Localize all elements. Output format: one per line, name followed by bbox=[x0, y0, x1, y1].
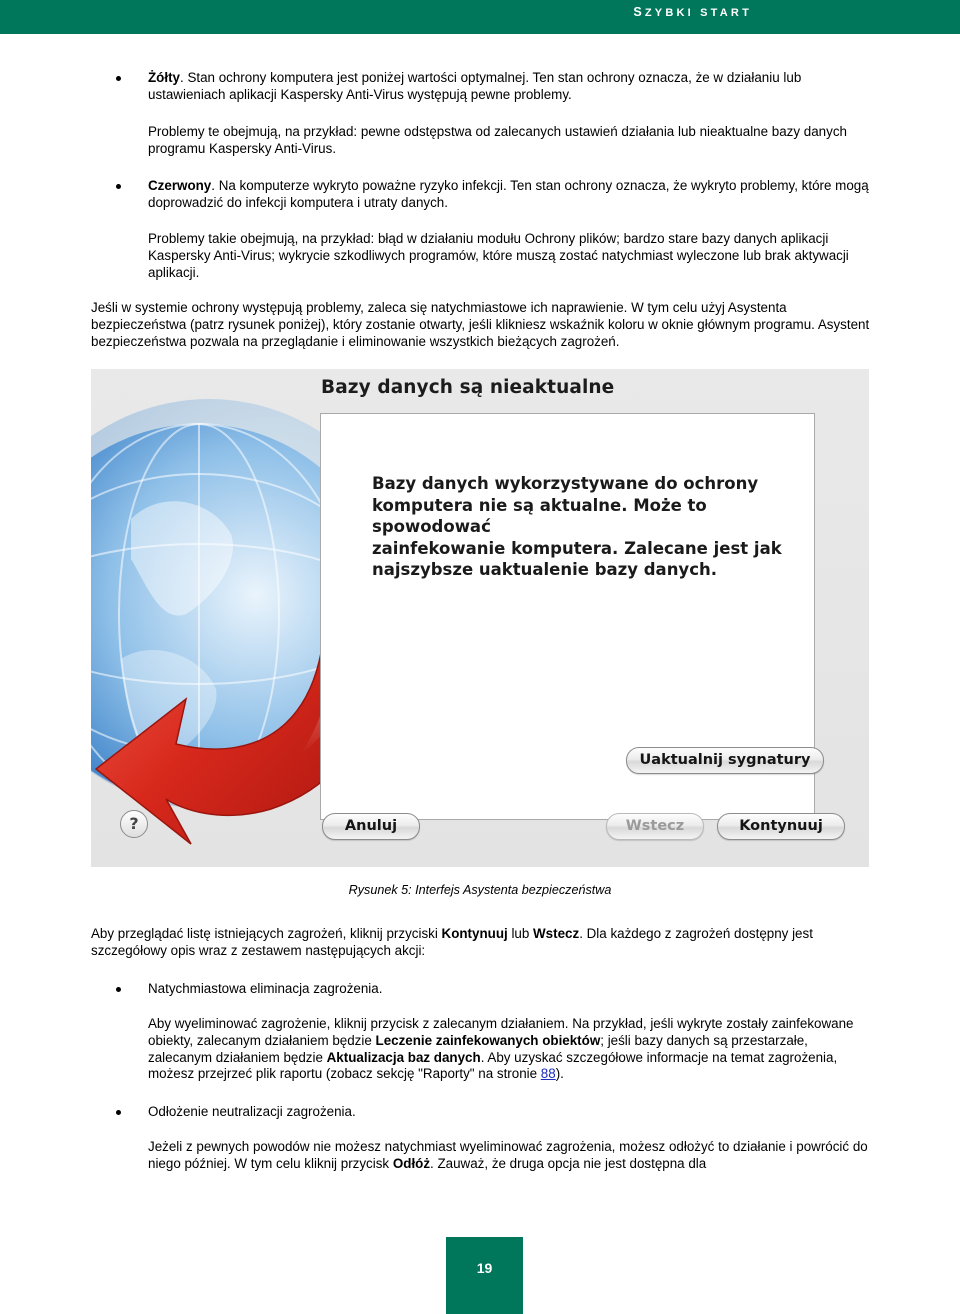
intro-paragraph: Jeśli w systemie ochrony występują problemy, zaleca się natychmiastowe ich naprawienie. W tym celu użyj Asystenta bezpieczeństwa (patrz rysunek poniżej), który zostanie otwarty, jeśli klikniesz wskaźnik koloru w oknie głównym programu. Asystent bezpieczeństwa pozwala na przeglądanie i eliminowanie wszystkich bieżących zagrożeń. bbox=[91, 300, 870, 349]
running-header-title: SZYBKI START bbox=[633, 5, 752, 19]
assistant-title: Bazy danych są nieaktualne bbox=[321, 377, 615, 398]
bullet-yellow-text: Żółty. Stan ochrony komputera jest poniżej wartości optymalnej. Ten stan ochrony oznacza, że w działaniu lub ustawieniach aplikacji Kaspersky Anti-Virus występują pewne problemy. bbox=[148, 70, 802, 102]
back-button[interactable]: Wstecz bbox=[606, 813, 704, 840]
assistant-message: Bazy danych wykorzystywane do ochrony komputera nie są aktualne. Może to spowodować zainfekowanie komputera. Zalecane jest jak najszybsze uaktualenie bazy danych. bbox=[372, 474, 782, 580]
page-reference-link[interactable]: 88 bbox=[540, 1066, 556, 1082]
action-immediate-description: Aby wyeliminować zagrożenie, kliknij przycisk z zalecanym działaniem. Na przykład, jeśli wykryte zostały zainfekowane obiekty, zalecanym działaniem będzie Leczenie zainfekowanych obiektów; jeśli bazy danych są przestarzałe, zalecanym działaniem będzie Aktualizacja baz danych. Aby uzyskać szczegółowe informacje na temat zagrożenia, możesz przejrzeć plik raportu (zobacz sekcję "Raporty" na stronie 88). bbox=[148, 1016, 854, 1082]
bullet-dot bbox=[116, 1110, 126, 1120]
cancel-button[interactable]: Anuluj bbox=[322, 813, 420, 840]
action-postpone-label: Odłożenie neutralizacji zagrożenia. bbox=[148, 1104, 356, 1119]
help-button[interactable]: ? bbox=[120, 810, 148, 838]
continue-button[interactable]: Kontynuuj bbox=[717, 813, 845, 840]
bullet-red-detail: Problemy takie obejmują, na przykład: błąd w działaniu modułu Ochrony plików; bardzo stare bazy danych aplikacji Kaspersky Anti-Virus; wykrycie szkodliwych programów, które muszą zostać natychmiast wyleczone lub brak aktywacji aplikacji. bbox=[148, 231, 849, 280]
bullet-dot bbox=[116, 76, 126, 86]
bullet-dot bbox=[116, 987, 126, 997]
figure-caption: Rysunek 5: Interfejs Asystenta bezpieczeństwa bbox=[348, 883, 612, 897]
header-bar bbox=[0, 0, 960, 34]
action-immediate-label: Natychmiastowa eliminacja zagrożenia. bbox=[148, 981, 383, 996]
browse-paragraph: Aby przeglądać listę istniejących zagrożeń, kliknij przyciski Kontynuuj lub Wstecz. Dla każdego z zagrożeń dostępny jest szczegółowy opis wraz z zestawem następujących akcji: bbox=[91, 926, 813, 958]
bullet-yellow-detail: Problemy te obejmują, na przykład: pewne odstępstwa od zalecanych ustawień działania lub nieaktualne bazy danych programu Kaspersky Anti-Virus. bbox=[148, 124, 847, 156]
bullet-dot bbox=[116, 184, 126, 194]
security-assistant-figure bbox=[91, 369, 869, 867]
update-signatures-button[interactable]: Uaktualnij sygnatury bbox=[626, 747, 824, 774]
action-postpone-description: Jeżeli z pewnych powodów nie możesz natychmiast wyeliminować zagrożenia, możesz odłożyć to działanie i powrócić do niego później. W tym celu kliknij przycisk Odłóż. Zauważ, że druga opcja nie jest dostępna dla bbox=[148, 1139, 868, 1171]
page-number: 19 bbox=[446, 1237, 523, 1314]
bullet-red-text: Czerwony. Na komputerze wykryto poważne ryzyko infekcji. Ten stan ochrony oznacza, że wykryto problemy, które mogą doprowadzić do infekcji komputera i utraty danych. bbox=[148, 178, 869, 210]
